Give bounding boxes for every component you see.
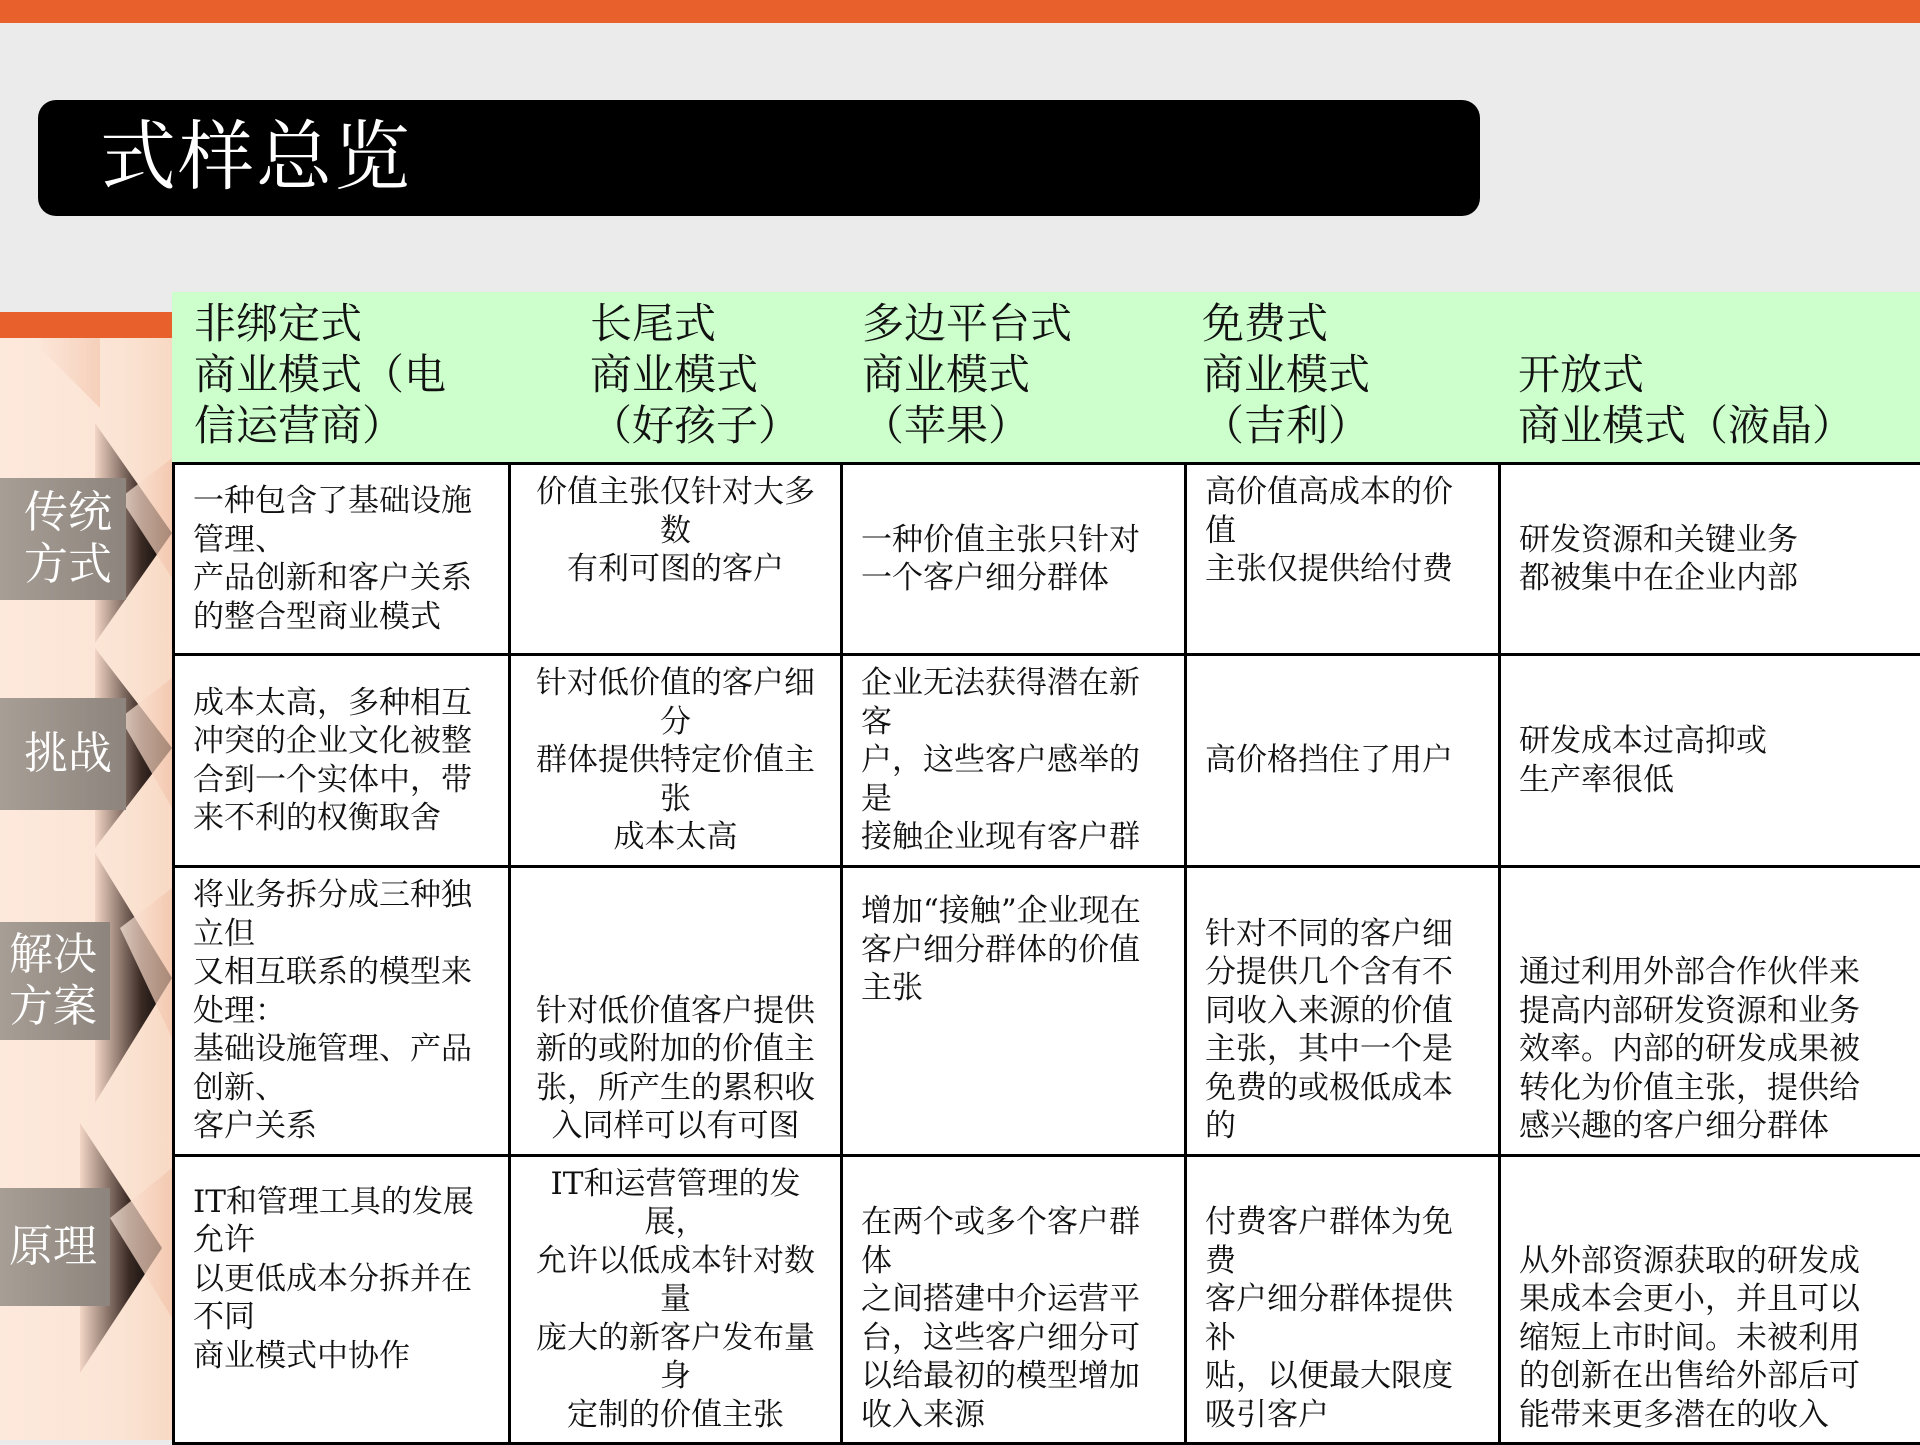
column-header-free: 免费式 商业模式 （吉利）: [1202, 298, 1370, 451]
table-row: [174, 1155, 1920, 1444]
table-cell: 一种价值主张只针对 一个客户细分群体: [842, 464, 1186, 655]
column-header-band: [172, 292, 1920, 462]
table-cell: 付费客户群体为免费 客户细分群体提供补 贴，以便最大限度 吸引客户: [1186, 1155, 1500, 1444]
table-cell: 高价值高成本的价值 主张仅提供给付费: [1186, 464, 1500, 655]
table-cell: 在两个或多个客户群体 之间搭建中介运营平 台，这些客户细分可 以给最初的模型增加 收入来源: [842, 1155, 1186, 1444]
table-cell: 研发资源和关键业务 都被集中在企业内部: [1500, 464, 1920, 655]
table-cell: 高价格挡住了用户: [1186, 655, 1500, 867]
table-cell: 针对低价值客户提供 新的或附加的价值主 张，所产生的累积收 入同样可以有可图: [510, 867, 842, 1156]
title-banner: [38, 100, 1480, 216]
row-label-solution: 解决 方案: [0, 922, 106, 1040]
table-row: [174, 867, 1920, 1156]
column-header-unbundled: 非绑定式 商业模式（电 信运营商）: [194, 298, 446, 451]
column-header-multi-sided: 多边平台式 商业模式 （苹果）: [862, 298, 1072, 451]
table-cell: 增加“接触”企业现在 客户细分群体的价值 主张: [842, 867, 1186, 1156]
table-cell: 成本太高，多种相互 冲突的企业文化被整 合到一个实体中，带 来不利的权衡取舍: [174, 655, 510, 867]
table-row: [174, 655, 1920, 867]
row-label-principle: 原理: [0, 1188, 106, 1306]
table-cell: 研发成本过高抑或 生产率很低: [1500, 655, 1920, 867]
column-header-open: 开放式 商业模式（液晶）: [1518, 349, 1854, 451]
table-cell: 企业无法获得潜在新客 户，这些客户感举的是 接触企业现有客户群: [842, 655, 1186, 867]
table-row: [174, 464, 1920, 655]
table-cell: 通过利用外部合作伙伴来 提高内部研发资源和业务 效率。内部的研发成果被 转化为价值主张，提供给 感兴趣的客户细分群体: [1500, 867, 1920, 1156]
page-title: 式样总览: [100, 112, 412, 202]
table-cell: IT和运营管理的发展， 允许以低成本针对数量 庞大的新客户发布量身 定制的价值主张: [510, 1155, 842, 1444]
table-cell: IT和管理工具的发展允许 以更低成本分拆并在不同 商业模式中协作: [174, 1155, 510, 1444]
side-accent-line: [0, 312, 172, 338]
table-cell: 将业务拆分成三种独立但 又相互联系的模型来处理： 基础设施管理、产品创新、 客户关系: [174, 867, 510, 1156]
top-accent-bar: [0, 0, 1920, 23]
row-label-traditional: 传统 方式: [0, 478, 136, 600]
business-model-table: [172, 462, 1920, 1445]
column-header-long-tail: 长尾式 商业模式 （好孩子）: [590, 298, 800, 451]
row-label-challenge: 挑战: [0, 698, 136, 810]
table-cell: 针对低价值的客户细分 群体提供特定价值主张 成本太高: [510, 655, 842, 867]
table-cell: 价值主张仅针对大多数 有利可图的客户: [510, 464, 842, 655]
table-cell: 从外部资源获取的研发成 果成本会更小，并且可以 缩短上市时间。未被利用 的创新在出售给外部后可 能带来更多潜在的收入: [1500, 1155, 1920, 1444]
table-cell: 针对不同的客户细 分提供几个含有不 同收入来源的价值 主张，其中一个是 免费的或极低成本 的: [1186, 867, 1500, 1156]
table-cell: 一种包含了基础设施管理、 产品创新和客户关系 的整合型商业模式: [174, 464, 510, 655]
